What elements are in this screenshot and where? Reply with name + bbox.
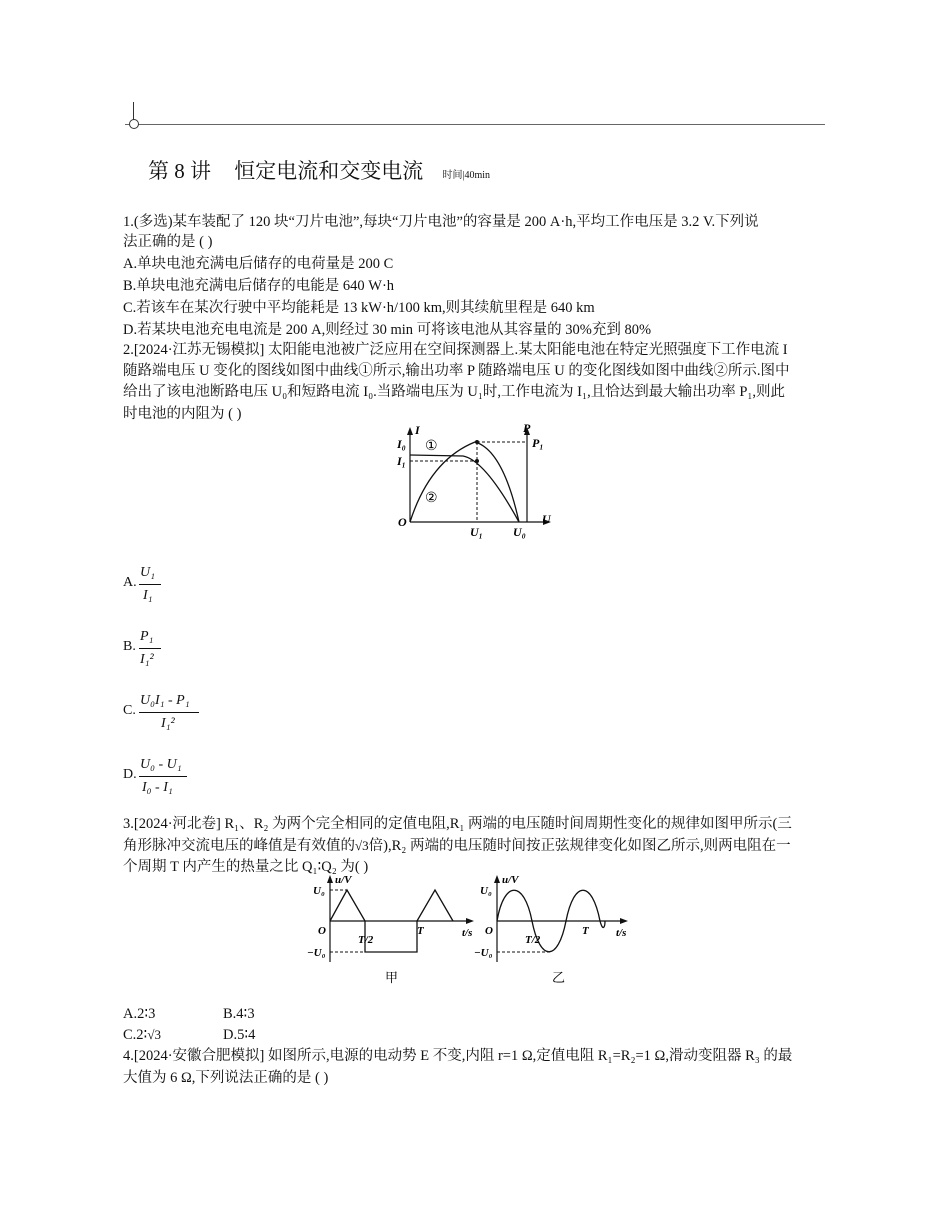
q3-figure-jia: [305, 872, 490, 987]
caption-yi: 乙: [552, 970, 566, 985]
root-symbol: √3: [147, 1027, 161, 1042]
option-label: A.: [123, 575, 137, 590]
pulse-1: [330, 890, 365, 921]
fraction-bar: [139, 648, 161, 649]
q3-stem-1: 3.[2024·河北卷] R₁、R₂ 为两个完全相同的定值电阻,R₁ 两端的电压随时间周期性变化的规律如图甲所示(三: [123, 816, 792, 832]
label-origin: O: [485, 925, 493, 937]
q2-figure: [385, 420, 560, 540]
q1-stem-2: 法正确的是 ( ): [123, 234, 213, 250]
label-t-half: T/2: [525, 934, 541, 946]
fraction-bar: [139, 584, 161, 585]
label-u1: U₁: [470, 525, 483, 539]
q3-option-c: [123, 1025, 161, 1045]
denominator: I₁²: [140, 652, 154, 667]
pulse-2: [417, 890, 453, 921]
numerator: U₁: [140, 565, 155, 580]
q1-option-c: C.若该车在某次行驶中平均能耗是 13 kW·h/100 km,则其续航里程是 640 km: [123, 300, 595, 316]
label-u0: U₀: [513, 525, 526, 539]
q2-stem-4: 时电池的内阻为 ( ): [123, 406, 242, 422]
u-axis-arrow: [494, 875, 500, 883]
option-label: C.: [123, 703, 136, 718]
label-axis-u: u/V: [335, 874, 352, 886]
option-label: D.: [123, 767, 137, 782]
q3-stem-2-part-b: 倍),R₂ 两端的电压随时间按正弦规律变化如图乙所示,则两电阻在一: [368, 838, 791, 854]
label-i0: I₀: [397, 437, 406, 451]
page-title: [148, 155, 490, 185]
q1-option-b: B.单块电池充满电后储存的电能是 640 W·h: [123, 278, 395, 294]
label-axis-p: P: [523, 421, 531, 435]
label-origin: O: [398, 515, 407, 529]
label-u0: U₀: [313, 885, 325, 897]
q3-stem-2: [123, 836, 791, 856]
header-rule: [125, 124, 825, 125]
u-axis-arrow: [327, 875, 333, 883]
header-mark-circle: [129, 119, 139, 129]
numerator: U₀I₁ - P₁: [140, 693, 190, 708]
i-axis-arrow: [407, 427, 413, 435]
q3-stem-2-part-a: 角形脉冲交流电压的峰值是有效值的: [123, 838, 355, 854]
label-curve-1: ①: [425, 439, 438, 454]
q3-option-a: A.2∶3: [123, 1006, 156, 1022]
q1-option-d: D.若某块电池充电电流是 200 A,则经过 30 min 可将该电池从其容量的 30%充到 80%: [123, 322, 652, 338]
t-axis-arrow: [620, 918, 628, 924]
q4-stem-1: 4.[2024·安徽合肥模拟] 如图所示,电源的电动势 E 不变,内阻 r=1 Ω,定值电阻 R₁=R₂=1 Ω,滑动变阻器 R₃ 的最: [123, 1048, 793, 1064]
fraction-bar: [139, 776, 187, 777]
label-curve-2: ②: [425, 491, 438, 506]
q3-option-c-text: C.2∶: [123, 1027, 148, 1043]
label-i1: I₁: [397, 454, 406, 468]
caption-jia: 甲: [385, 970, 399, 985]
q2-stem-1: 2.[2024·江苏无锡模拟] 太阳能电池被广泛应用在空间探测器上.某太阳能电池在特定光照强度下工作电流 I: [123, 342, 788, 358]
label-axis-t: t/s: [616, 927, 627, 939]
label-axis-u: U: [542, 512, 551, 526]
q4-stem-2: 大值为 6 Ω,下列说法正确的是 ( ): [123, 1070, 329, 1086]
label-neg-u0: −U₀: [307, 947, 326, 959]
label-p1: P₁: [532, 436, 544, 450]
q1-option-a: A.单块电池充满电后储存的电荷量是 200 C: [123, 256, 394, 272]
curve-1-iu: [410, 455, 519, 522]
label-axis-u: u/V: [502, 874, 519, 886]
time-label: 时间|40min: [442, 170, 491, 181]
max-power-point: [475, 440, 479, 444]
label-neg-u0: −U₀: [474, 947, 493, 959]
label-t: T: [582, 925, 589, 937]
q2-stem-2: 随路端电压 U 变化的图线如图中曲线①所示,输出功率 P 随路端电压 U 的变化图线如图中曲线②所示.图中: [123, 363, 790, 379]
denominator: I₁²: [161, 716, 175, 731]
q2-stem-3: 给出了该电池断路电压 U₀和短路电流 I₀.当路端电压为 U₁时,工作电流为 I₁,且恰达到最大输出功率 P₁,则此: [123, 384, 786, 400]
denominator: I₀ - I₁: [142, 780, 173, 795]
label-axis-i: I: [415, 423, 420, 437]
option-label: B.: [123, 639, 136, 654]
label-u0: U₀: [480, 885, 492, 897]
q3-figure-yi: [472, 872, 647, 987]
label-origin: O: [318, 925, 326, 937]
curve-2-pu: [410, 442, 519, 522]
denominator: I₁: [143, 588, 153, 603]
label-t-half: T/2: [358, 934, 374, 946]
q3-option-b: B.4∶3: [223, 1006, 255, 1022]
fraction-bar: [139, 712, 199, 713]
label-axis-t: t/s: [462, 927, 473, 939]
numerator: U₀ - U₁: [140, 757, 182, 772]
lecture-title: 恒定电流和交变电流: [234, 159, 424, 183]
root-symbol: √3: [355, 838, 369, 853]
q3-option-d: D.5∶4: [223, 1027, 256, 1043]
q1-stem-1: 1.(多选)某车装配了 120 块“刀片电池”,每块“刀片电池”的容量是 200 A·h,平均工作电压是 3.2 V.下列说: [123, 214, 759, 230]
label-t: T: [417, 925, 424, 937]
operating-point: [475, 459, 479, 463]
q3-stem-3: 个周期 T 内产生的热量之比 Q₁∶Q₂ 为( ): [123, 859, 369, 875]
lecture-number: 第 8 讲: [148, 159, 211, 183]
numerator: P₁: [140, 629, 154, 644]
